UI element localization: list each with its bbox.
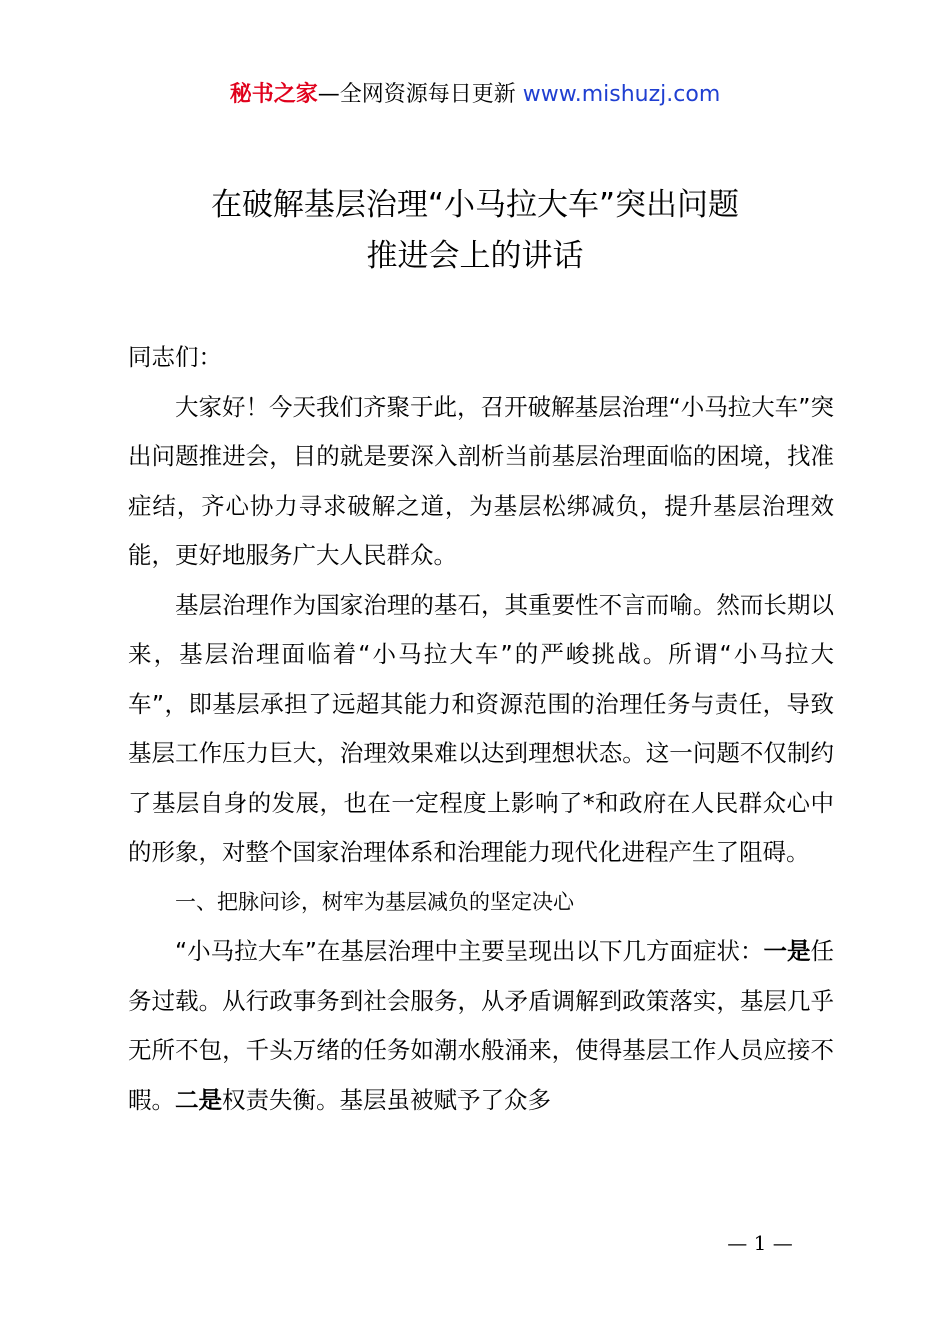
point-2-label: 二是: [175, 1085, 222, 1114]
page-number: — 1 —: [727, 1231, 793, 1255]
section-heading-1: 一、把脉问诊，树牢为基层减负的坚定决心: [175, 889, 574, 914]
paragraph-1: 大家好！今天我们齐聚于此，召开破解基层治理“小马拉大车”突出问题推进会，目的就是要深入剖析当前基层治理面临的困境，找准症结，齐心协力寻求破解之道，为基层松绑减负，提升基层治理效能，更好地服务广大人民群众。: [128, 392, 834, 569]
point-2-text: 权责失衡。基层虽被赋予了众多: [222, 1085, 551, 1114]
point-1-text: 任务过载。从行政事务到社会服务，从矛盾调解到政策落实，基层几乎无所不包，千头万绪的任务如潮水般涌来，使得基层工作人员应接不暇。: [128, 937, 834, 1114]
salutation: 同志们：: [128, 343, 222, 371]
title-line-1: 在破解基层治理“小马拉大车”突出问题: [210, 187, 740, 223]
document-body: [128, 333, 834, 1125]
document-title: [0, 180, 950, 282]
paragraph-3-intro: “小马拉大车”在基层治理中主要呈现出以下几方面症状：: [175, 937, 764, 965]
site-header: [0, 78, 950, 112]
paragraph-2: 基层治理作为国家治理的基石，其重要性不言而喻。然而长期以来，基层治理面临着“小马拉大车”的严峻挑战。所谓“小马拉大车”，即基层承担了远超其能力和资源范围的治理任务与责任，导致基层工作压力巨大，治理效果难以达到理想状态。这一问题不仅制约了基层自身的发展，也在一定程度上影响了*和政府在人民群众心中的形象，对整个国家治理体系和治理能力现代化进程产生了阻碍。: [128, 590, 834, 866]
point-1-label: 一是: [763, 937, 811, 965]
paragraph-3: [128, 927, 834, 1125]
header-tagline: —全网资源每日更新: [317, 82, 523, 107]
brand-name: 秘书之家: [229, 82, 318, 107]
site-url-link[interactable]: www.mishuzj.com: [522, 82, 721, 107]
title-line-2: 推进会上的讲话: [366, 238, 584, 274]
